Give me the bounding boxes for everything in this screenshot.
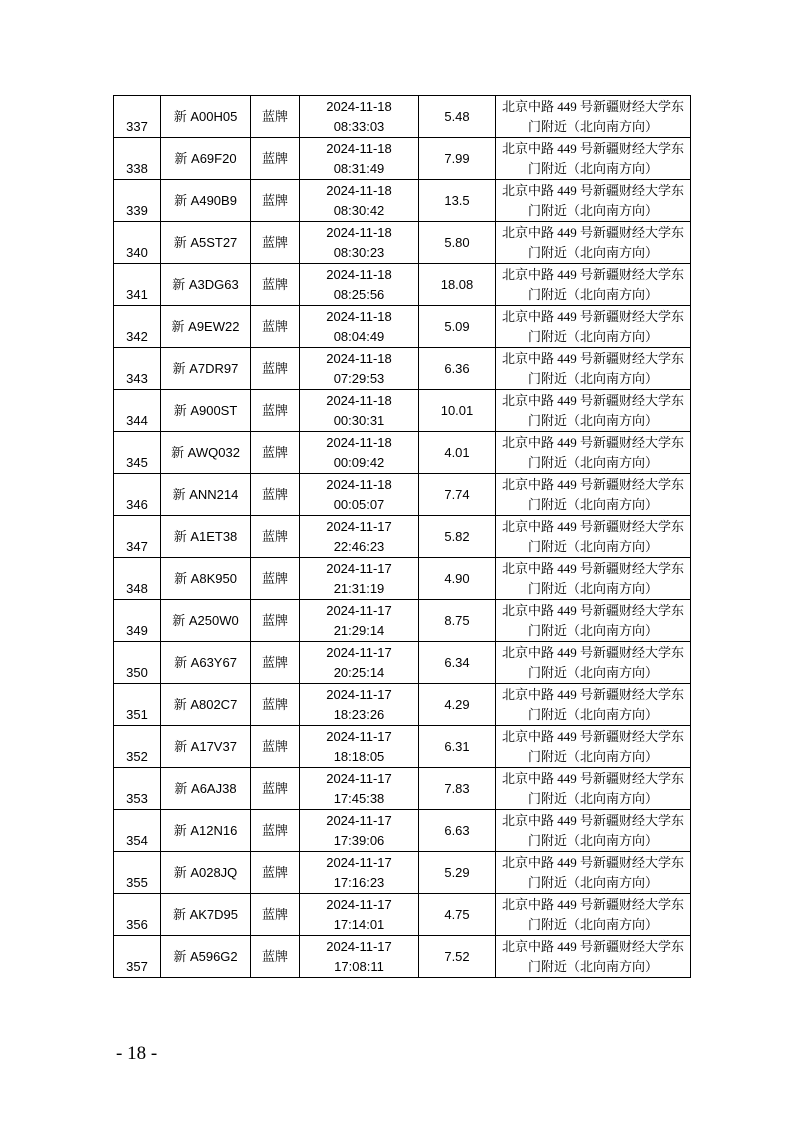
amount-cell: 7.99 [419, 138, 496, 180]
table-row [114, 306, 691, 348]
date-text: 2024-11-18 [326, 350, 392, 366]
amount-cell: 5.80 [419, 222, 496, 264]
datetime-cell [300, 306, 419, 348]
location-line-2: 门附近（北向南方向） [527, 244, 658, 260]
date-text: 2024-11-17 [326, 896, 392, 912]
location-cell [496, 348, 691, 390]
time-text: 08:33:03 [333, 118, 385, 134]
time-text: 21:29:14 [333, 622, 385, 638]
location-line-2: 门附近（北向南方向） [527, 664, 658, 680]
plate-number-cell: 新 A5ST27 [161, 222, 251, 264]
plate-type-cell: 蓝牌 [251, 306, 300, 348]
amount-cell: 6.34 [419, 642, 496, 684]
location-line-2: 门附近（北向南方向） [527, 412, 658, 428]
plate-type-cell: 蓝牌 [251, 432, 300, 474]
time-text: 08:30:23 [333, 244, 385, 260]
datetime-cell [300, 264, 419, 306]
time-text: 08:04:49 [333, 328, 385, 344]
plate-number-cell: 新 A596G2 [161, 936, 251, 978]
location-line-1: 北京中路 449 号新疆财经大学东 [501, 140, 684, 156]
plate-number-cell: 新 A490B9 [161, 180, 251, 222]
plate-number-cell: 新 A900ST [161, 390, 251, 432]
datetime-cell [300, 726, 419, 768]
datetime-cell [300, 96, 419, 138]
date-text: 2024-11-17 [326, 644, 392, 660]
plate-type-cell: 蓝牌 [251, 180, 300, 222]
amount-cell: 8.75 [419, 600, 496, 642]
date-text: 2024-11-17 [326, 518, 392, 534]
datetime-cell [300, 348, 419, 390]
table-row [114, 894, 691, 936]
table-row [114, 348, 691, 390]
plate-number-cell: 新 A9EW22 [161, 306, 251, 348]
amount-cell: 6.31 [419, 726, 496, 768]
plate-number-cell: 新 A802C7 [161, 684, 251, 726]
plate-type-cell: 蓝牌 [251, 516, 300, 558]
time-text: 08:25:56 [333, 286, 385, 302]
location-cell [496, 768, 691, 810]
row-index-cell: 345 [114, 432, 161, 474]
location-cell [496, 642, 691, 684]
date-text: 2024-11-17 [326, 728, 392, 744]
table-row [114, 726, 691, 768]
page-number: - 18 - [116, 1043, 158, 1064]
location-line-1: 北京中路 449 号新疆财经大学东 [501, 560, 684, 576]
datetime-cell [300, 474, 419, 516]
location-line-2: 门附近（北向南方向） [527, 454, 658, 470]
location-cell [496, 726, 691, 768]
datetime-cell [300, 894, 419, 936]
plate-type-cell: 蓝牌 [251, 138, 300, 180]
row-index-cell: 357 [114, 936, 161, 978]
location-cell [496, 474, 691, 516]
plate-type-cell: 蓝牌 [251, 642, 300, 684]
date-text: 2024-11-17 [326, 770, 392, 786]
location-line-2: 门附近（北向南方向） [527, 790, 658, 806]
table-row [114, 558, 691, 600]
plate-number-cell: 新 A7DR97 [161, 348, 251, 390]
table-row [114, 768, 691, 810]
datetime-cell [300, 852, 419, 894]
date-text: 2024-11-17 [326, 686, 392, 702]
date-text: 2024-11-18 [326, 266, 392, 282]
location-cell [496, 852, 691, 894]
plate-type-cell: 蓝牌 [251, 600, 300, 642]
location-cell [496, 810, 691, 852]
plate-type-cell: 蓝牌 [251, 726, 300, 768]
date-text: 2024-11-18 [326, 98, 392, 114]
location-line-2: 门附近（北向南方向） [527, 202, 658, 218]
location-line-2: 门附近（北向南方向） [527, 748, 658, 764]
time-text: 00:30:31 [333, 412, 385, 428]
table-row [114, 96, 691, 138]
time-text: 22:46:23 [333, 538, 385, 554]
amount-cell: 5.29 [419, 852, 496, 894]
date-text: 2024-11-18 [326, 140, 392, 156]
location-cell [496, 558, 691, 600]
table-row [114, 264, 691, 306]
location-line-2: 门附近（北向南方向） [527, 538, 658, 554]
amount-cell: 10.01 [419, 390, 496, 432]
plate-type-cell: 蓝牌 [251, 264, 300, 306]
time-text: 18:18:05 [333, 748, 385, 764]
plate-number-cell: 新 A250W0 [161, 600, 251, 642]
location-line-1: 北京中路 449 号新疆财经大学东 [501, 392, 684, 408]
time-text: 17:39:06 [333, 832, 385, 848]
datetime-cell [300, 180, 419, 222]
row-index-cell: 342 [114, 306, 161, 348]
location-line-2: 门附近（北向南方向） [527, 958, 658, 974]
location-cell [496, 222, 691, 264]
plate-type-cell: 蓝牌 [251, 96, 300, 138]
row-index-cell: 356 [114, 894, 161, 936]
row-index-cell: 343 [114, 348, 161, 390]
table-row [114, 600, 691, 642]
time-text: 21:31:19 [333, 580, 385, 596]
datetime-cell [300, 642, 419, 684]
row-index-cell: 337 [114, 96, 161, 138]
location-cell [496, 96, 691, 138]
table-row [114, 810, 691, 852]
table-row [114, 852, 691, 894]
location-line-2: 门附近（北向南方向） [527, 118, 658, 134]
plate-number-cell: 新 A69F20 [161, 138, 251, 180]
location-line-1: 北京中路 449 号新疆财经大学东 [501, 644, 684, 660]
plate-type-cell: 蓝牌 [251, 852, 300, 894]
location-line-2: 门附近（北向南方向） [527, 328, 658, 344]
amount-cell: 4.01 [419, 432, 496, 474]
amount-cell: 5.09 [419, 306, 496, 348]
amount-cell: 6.36 [419, 348, 496, 390]
date-text: 2024-11-17 [326, 602, 392, 618]
plate-type-cell: 蓝牌 [251, 474, 300, 516]
datetime-cell [300, 558, 419, 600]
time-text: 00:09:42 [333, 454, 385, 470]
plate-number-cell: 新 A028JQ [161, 852, 251, 894]
row-index-cell: 341 [114, 264, 161, 306]
table-row [114, 390, 691, 432]
location-line-2: 门附近（北向南方向） [527, 496, 658, 512]
location-line-1: 北京中路 449 号新疆财经大学东 [501, 770, 684, 786]
location-cell [496, 432, 691, 474]
location-line-1: 北京中路 449 号新疆财经大学东 [501, 602, 684, 618]
location-cell [496, 684, 691, 726]
plate-type-cell: 蓝牌 [251, 684, 300, 726]
location-cell [496, 600, 691, 642]
time-text: 07:29:53 [333, 370, 385, 386]
location-line-2: 门附近（北向南方向） [527, 874, 658, 890]
row-index-cell: 347 [114, 516, 161, 558]
datetime-cell [300, 810, 419, 852]
table-row [114, 684, 691, 726]
amount-cell: 5.48 [419, 96, 496, 138]
plate-number-cell: 新 AK7D95 [161, 894, 251, 936]
row-index-cell: 350 [114, 642, 161, 684]
row-index-cell: 354 [114, 810, 161, 852]
plate-number-cell: 新 AWQ032 [161, 432, 251, 474]
datetime-cell [300, 768, 419, 810]
location-line-1: 北京中路 449 号新疆财经大学东 [501, 182, 684, 198]
date-text: 2024-11-17 [326, 854, 392, 870]
amount-cell: 7.74 [419, 474, 496, 516]
row-index-cell: 351 [114, 684, 161, 726]
location-line-1: 北京中路 449 号新疆财经大学东 [501, 224, 684, 240]
row-index-cell: 349 [114, 600, 161, 642]
time-text: 08:30:42 [333, 202, 385, 218]
table-row [114, 180, 691, 222]
time-text: 00:05:07 [333, 496, 385, 512]
location-line-1: 北京中路 449 号新疆财经大学东 [501, 518, 684, 534]
plate-number-cell: 新 A00H05 [161, 96, 251, 138]
datetime-cell [300, 390, 419, 432]
location-line-1: 北京中路 449 号新疆财经大学东 [501, 812, 684, 828]
time-text: 17:16:23 [333, 874, 385, 890]
location-cell [496, 264, 691, 306]
location-line-2: 门附近（北向南方向） [527, 916, 658, 932]
location-line-2: 门附近（北向南方向） [527, 622, 658, 638]
time-text: 17:14:01 [333, 916, 385, 932]
records-table-body [114, 96, 691, 978]
plate-number-cell: 新 A17V37 [161, 726, 251, 768]
amount-cell: 18.08 [419, 264, 496, 306]
datetime-cell [300, 936, 419, 978]
date-text: 2024-11-17 [326, 938, 392, 954]
date-text: 2024-11-17 [326, 812, 392, 828]
datetime-cell [300, 222, 419, 264]
location-line-2: 门附近（北向南方向） [527, 580, 658, 596]
location-cell [496, 390, 691, 432]
plate-number-cell: 新 A12N16 [161, 810, 251, 852]
date-text: 2024-11-18 [326, 434, 392, 450]
plate-type-cell: 蓝牌 [251, 936, 300, 978]
datetime-cell [300, 684, 419, 726]
date-text: 2024-11-18 [326, 224, 392, 240]
location-line-1: 北京中路 449 号新疆财经大学东 [501, 728, 684, 744]
location-line-1: 北京中路 449 号新疆财经大学东 [501, 434, 684, 450]
plate-type-cell: 蓝牌 [251, 348, 300, 390]
amount-cell: 13.5 [419, 180, 496, 222]
plate-number-cell: 新 A6AJ38 [161, 768, 251, 810]
row-index-cell: 355 [114, 852, 161, 894]
location-line-1: 北京中路 449 号新疆财经大学东 [501, 308, 684, 324]
location-line-1: 北京中路 449 号新疆财经大学东 [501, 476, 684, 492]
table-row [114, 222, 691, 264]
location-line-1: 北京中路 449 号新疆财经大学东 [501, 266, 684, 282]
amount-cell: 7.52 [419, 936, 496, 978]
location-line-1: 北京中路 449 号新疆财经大学东 [501, 854, 684, 870]
plate-type-cell: 蓝牌 [251, 390, 300, 432]
location-line-1: 北京中路 449 号新疆财经大学东 [501, 896, 684, 912]
plate-number-cell: 新 A1ET38 [161, 516, 251, 558]
location-cell [496, 306, 691, 348]
datetime-cell [300, 600, 419, 642]
location-line-1: 北京中路 449 号新疆财经大学东 [501, 98, 684, 114]
plate-type-cell: 蓝牌 [251, 558, 300, 600]
time-text: 17:08:11 [334, 958, 384, 974]
row-index-cell: 338 [114, 138, 161, 180]
amount-cell: 4.29 [419, 684, 496, 726]
location-cell [496, 138, 691, 180]
row-index-cell: 353 [114, 768, 161, 810]
row-index-cell: 346 [114, 474, 161, 516]
amount-cell: 5.82 [419, 516, 496, 558]
location-line-1: 北京中路 449 号新疆财经大学东 [501, 686, 684, 702]
time-text: 17:45:38 [333, 790, 385, 806]
plate-type-cell: 蓝牌 [251, 768, 300, 810]
datetime-cell [300, 138, 419, 180]
row-index-cell: 352 [114, 726, 161, 768]
records-table [113, 95, 691, 978]
location-line-2: 门附近（北向南方向） [527, 286, 658, 302]
plate-number-cell: 新 A8K950 [161, 558, 251, 600]
row-index-cell: 340 [114, 222, 161, 264]
time-text: 20:25:14 [333, 664, 385, 680]
datetime-cell [300, 516, 419, 558]
location-line-1: 北京中路 449 号新疆财经大学东 [501, 350, 684, 366]
location-line-2: 门附近（北向南方向） [527, 160, 658, 176]
location-line-2: 门附近（北向南方向） [527, 370, 658, 386]
plate-type-cell: 蓝牌 [251, 810, 300, 852]
row-index-cell: 339 [114, 180, 161, 222]
plate-type-cell: 蓝牌 [251, 222, 300, 264]
datetime-cell [300, 432, 419, 474]
location-line-2: 门附近（北向南方向） [527, 706, 658, 722]
table-row [114, 516, 691, 558]
date-text: 2024-11-18 [326, 308, 392, 324]
table-row [114, 432, 691, 474]
date-text: 2024-11-18 [326, 476, 392, 492]
date-text: 2024-11-17 [326, 560, 392, 576]
location-cell [496, 180, 691, 222]
table-row [114, 642, 691, 684]
amount-cell: 4.90 [419, 558, 496, 600]
plate-number-cell: 新 A3DG63 [161, 264, 251, 306]
location-cell [496, 516, 691, 558]
amount-cell: 7.83 [419, 768, 496, 810]
table-row [114, 936, 691, 978]
location-line-2: 门附近（北向南方向） [527, 832, 658, 848]
time-text: 08:31:49 [333, 160, 385, 176]
row-index-cell: 344 [114, 390, 161, 432]
plate-number-cell: 新 ANN214 [161, 474, 251, 516]
amount-cell: 4.75 [419, 894, 496, 936]
location-line-1: 北京中路 449 号新疆财经大学东 [501, 938, 684, 954]
plate-number-cell: 新 A63Y67 [161, 642, 251, 684]
date-text: 2024-11-18 [326, 182, 392, 198]
row-index-cell: 348 [114, 558, 161, 600]
time-text: 18:23:26 [333, 706, 385, 722]
table-row [114, 474, 691, 516]
amount-cell: 6.63 [419, 810, 496, 852]
table-row [114, 138, 691, 180]
location-cell [496, 936, 691, 978]
date-text: 2024-11-18 [326, 392, 392, 408]
location-cell [496, 894, 691, 936]
plate-type-cell: 蓝牌 [251, 894, 300, 936]
